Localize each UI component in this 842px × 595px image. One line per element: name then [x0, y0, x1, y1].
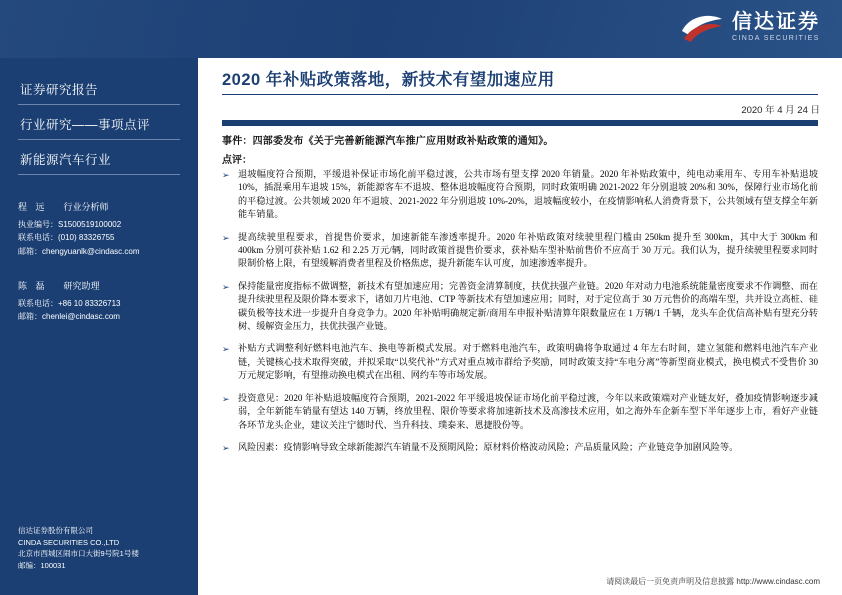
company-postcode: 邮编：100031 [18, 560, 66, 570]
bullet-arrow-icon: ➢ [222, 232, 230, 243]
event-statement: 事件：四部委发布《关于完善新能源汽车推广应用财政补贴政策的通知》。 [222, 136, 554, 147]
section-bar [222, 120, 818, 126]
analyst-block-1 [18, 201, 180, 258]
top-banner [0, 0, 842, 58]
sidebar-item-label: 新能源汽车行业 [20, 153, 112, 167]
analyst-header [18, 201, 180, 215]
list-item [222, 280, 822, 334]
report-date: 2020 年 4 月 24 日 [741, 105, 820, 116]
list-item [222, 392, 822, 432]
analyst-role: 研究助理 [63, 281, 100, 291]
company-address-block [18, 525, 139, 571]
analyst-block-2 [18, 280, 180, 324]
bullet-list [222, 168, 822, 464]
analyst-email[interactable]: 邮箱：chengyuanlk@cindasc.com [18, 246, 140, 256]
company-name-en: CINDA SECURITIES CO.,LTD [18, 537, 120, 547]
bullet-arrow-icon: ➢ [222, 344, 230, 355]
points-label: 点评： [222, 155, 252, 166]
analyst-email[interactable]: 邮箱：chenlei@cindasc.com [18, 312, 120, 321]
sidebar-item-research-category [18, 105, 180, 140]
title-divider [222, 94, 818, 95]
list-item [222, 168, 822, 222]
list-item [222, 231, 822, 271]
analyst-name: 程 远 [18, 202, 48, 212]
analyst-name: 陈 磊 [18, 281, 48, 291]
bullet-text: 补贴方式调整利好燃料电池汽车、换电等新模式发展。对于燃料电池汽车，政策明确将争取通过 4 年左右时间，建立氢能和燃料电池汽车产业链，关键核心技术取得突破，并拟采取“以奖代补”方式对重点城市群给予奖励，同时政策支持“车电分离”等新型商业模式，换电模式不受售价 30 万元规定影响，有望推动换电模式在出租、网约车等市场发展。 [238, 343, 818, 381]
analyst-phone: 联系电话：(010) 83326755 [18, 233, 115, 242]
bullet-arrow-icon: ➢ [222, 393, 230, 404]
company-address: 北京市西城区闹市口大街9号院1号楼 [18, 549, 139, 558]
logo-mark-icon [680, 11, 724, 45]
sidebar-item-label: 证券研究报告 [20, 83, 99, 97]
list-item [222, 441, 822, 456]
list-item [222, 342, 822, 382]
sidebar-item-industry [18, 140, 180, 175]
company-name-cn: 信达证券股份有限公司 [18, 526, 93, 535]
sidebar [0, 58, 198, 595]
analyst-header [18, 280, 180, 294]
bullet-text: 保持能量密度指标不做调整，新技术有望加速应用；完善资金清算制度，扶优扶强产业链。2020 年对动力电池系统能量密度要求不作调整、而在提升续驶里程及限价降本要求下，诸如刀片电池、CTP 等新技术有望加速应用；同时，对于定位高于 30 万元售价的高端车型，共并设立高桩、硅碳负极等技术进一步提升自身竞争力。2020 年补贴明确规定新/商用车申报补贴清算年限数量应在 1 万辆/1 千辆，龙头车企优信高补贴有望充分转树、缓解资金压力，扶优扶强产业链。 [238, 280, 818, 332]
bullet-arrow-icon: ➢ [222, 442, 230, 453]
analyst-phone: 联系电话：+86 10 83326713 [18, 298, 121, 308]
bullet-text: 提高续驶里程要求，首提售价要求，加速新能车渗透率提升。2020 年补贴政策对续驶里程门槛由 250km 提升至 300km，其中大于 300km 和 400km 分别可获补贴 1.62 和 2.25 万元/辆，同时政策首提售价要求，获补贴车型补贴前售价不应高于 30 万元。我们认为，提升续驶里程要求同时限制价格上限，有望缓解消费者里程及价格焦虑，提升新能车认可度，加速渗透率提升。 [238, 231, 818, 269]
bullet-text: 投资意见：2020 年补贴退坡幅度符合预期，2021-2022 年平缓退坡保证市场化前平稳过渡，今年以来政策端对产业链友好，叠加疫情影响逐步减弱，全年新能车销量有望达 140 万辆，终放里程、限价等要求将加速新技术及高渗技术应用，如之海外车企新车型下半年逐步上市，看好产业链各环节龙头企业，建议关注宁德时代、当升科技、璞泰来、恩捷股份等。 [238, 392, 818, 430]
logo-brand-en: CINDA SECURITIES [732, 35, 820, 42]
sidebar-item-report-type [18, 70, 180, 105]
company-logo [680, 11, 820, 45]
bullet-text: 退坡幅度符合预期，平缓退补保证市场化前平稳过渡，公共市场有望支撑 2020 年销量。2020 年补贴政策中，纯电动乘用车、专用车补贴退坡 10%，插混乘用车退坡 15%，新能源客车不退坡、整体退坡幅度符合预期，同时政策明确 2021-2022 年分别退坡 20%和 30%，保障行业市场化前的平稳过渡。公共领域 2020 年不退坡、2021-2022 年分别退坡 10%-20%，退坡幅度较小，在疫情影响私人消费背景下，公共领域有望支撑全年新能车销量。 [238, 169, 818, 220]
bullet-text: 风险因素：疫情影响导致全球新能源汽车销量不及预期风险；原材料价格波动风险；产品质量风险；产业链竞争加剧风险等。 [238, 441, 739, 452]
disclaimer-footer[interactable]: 请阅读最后一页免责声明及信息披露 http://www.cindasc.com [606, 577, 820, 586]
main-content [198, 58, 842, 595]
bullet-arrow-icon: ➢ [222, 281, 230, 292]
bullet-arrow-icon: ➢ [222, 170, 230, 180]
analyst-role: 行业分析师 [63, 202, 109, 212]
logo-brand-cn: 信达证券 [732, 11, 820, 33]
sidebar-item-label: 行业研究——事项点评 [20, 118, 151, 132]
analyst-license: 执业编号：S1500519100002 [18, 219, 122, 229]
page-title: 2020 年补贴政策落地，新技术有望加速应用 [222, 71, 555, 89]
